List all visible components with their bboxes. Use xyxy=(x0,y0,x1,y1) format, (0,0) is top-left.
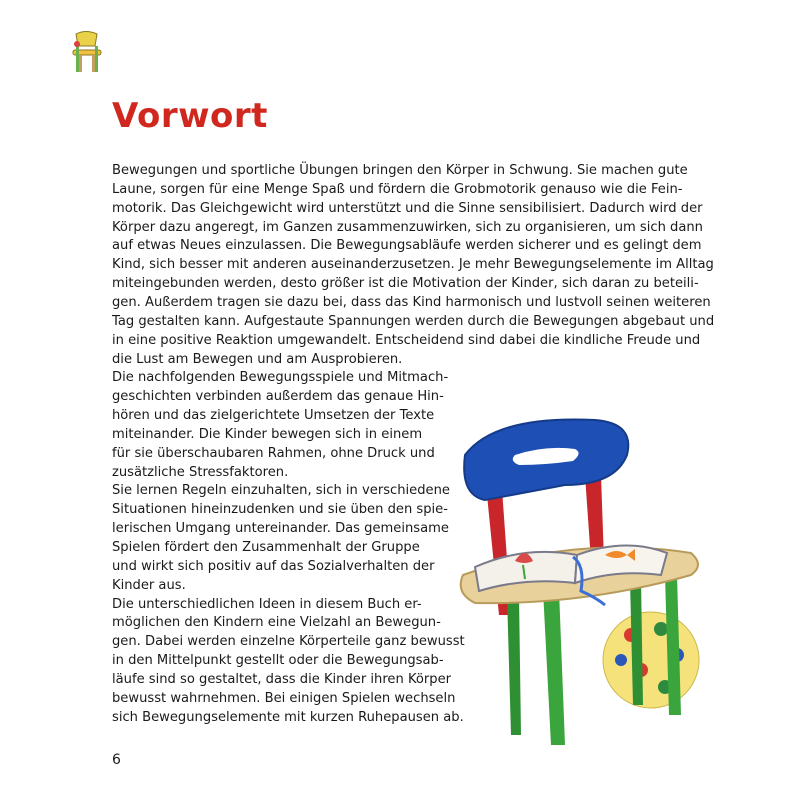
text-line: Sie lernen Regeln einzuhalten, sich in verschiedene xyxy=(112,483,450,499)
text-line: motorik. Das Gleichgewicht wird unterstützt und die Sinne sensibilisiert. Dadurch wird der xyxy=(112,200,703,216)
text-line: und wirkt sich positiv auf das Sozialverhalten der xyxy=(112,558,435,574)
page-title: Vorwort xyxy=(112,96,268,136)
text-line: für sie überschaubaren Rahmen, ohne Druck und xyxy=(112,445,435,461)
text-line: Kind, sich besser mit anderen auseinanderzusetzen. Je mehr Bewegungselemente im Alltag xyxy=(112,257,714,273)
page-number: 6 xyxy=(112,752,121,768)
text-line: Tag gestalten kann. Aufgestaute Spannungen werden durch die Bewegungen abgebaut und xyxy=(112,313,715,329)
text-line: Die nachfolgenden Bewegungsspiele und Mitmach- xyxy=(112,370,449,386)
chair-illustration xyxy=(455,415,715,755)
text-line: geschichten verbinden außerdem das genaue Hin- xyxy=(112,389,444,405)
text-line: lerischen Umgang untereinander. Das gemeinsame xyxy=(112,521,449,537)
chair-icon xyxy=(70,30,104,74)
text-line: gen. Dabei werden einzelne Körperteile ganz bewusst xyxy=(112,634,465,650)
text-line: Kinder aus. xyxy=(112,577,186,593)
text-line: miteinander. Die Kinder bewegen sich in einem xyxy=(112,426,423,442)
text-line: bewusst wahrnehmen. Bei einigen Spielen wechseln xyxy=(112,690,456,706)
text-line: Körper dazu angeregt, im Ganzen zusammenzuwirken, sich zu organisieren, um sich dann xyxy=(112,219,703,235)
text-line: in eine positive Reaktion umgewandelt. Entscheidend sind dabei die kindliche Freude und xyxy=(112,332,701,348)
text-line: sich Bewegungselemente mit kurzen Ruhepausen ab. xyxy=(112,709,464,725)
text-line: miteingebunden werden, desto größer ist die Motivation der Kinder, sich daran zu beteili- xyxy=(112,276,699,292)
text-line: gen. Außerdem tragen sie dazu bei, dass das Kind harmonisch und lustvoll seinen weiteren xyxy=(112,294,711,310)
text-line: Die unterschiedlichen Ideen in diesem Buch er- xyxy=(112,596,422,612)
text-line: Laune, sorgen für eine Menge Spaß und fördern die Grobmotorik genauso wie die Fein- xyxy=(112,181,683,197)
text-line: Spielen fördert den Zusammenhalt der Gruppe xyxy=(112,540,420,555)
text-line: Bewegungen und sportliche Übungen bringen den Körper in Schwung. Sie machen gute xyxy=(112,163,688,178)
text-line: hören und das zielgerichtete Umsetzen der Texte xyxy=(112,408,435,424)
text-line: zusätzliche Stressfaktoren. xyxy=(112,464,289,480)
text-line: auf etwas Neues einzulassen. Die Bewegungsabläufe werden sicherer und es gelingt dem xyxy=(112,238,702,254)
text-line: Situationen hineinzudenken und sie üben den spie- xyxy=(112,502,448,518)
text-line: möglichen den Kindern eine Vielzahl an Bewegun- xyxy=(112,615,441,631)
text-line: die Lust am Bewegen und am Ausprobieren. xyxy=(112,351,403,367)
text-line: in den Mittelpunkt gestellt oder die Bewegungsab- xyxy=(112,653,444,669)
text-line: läufe sind so gestaltet, dass die Kinder ihren Körper xyxy=(112,671,452,687)
